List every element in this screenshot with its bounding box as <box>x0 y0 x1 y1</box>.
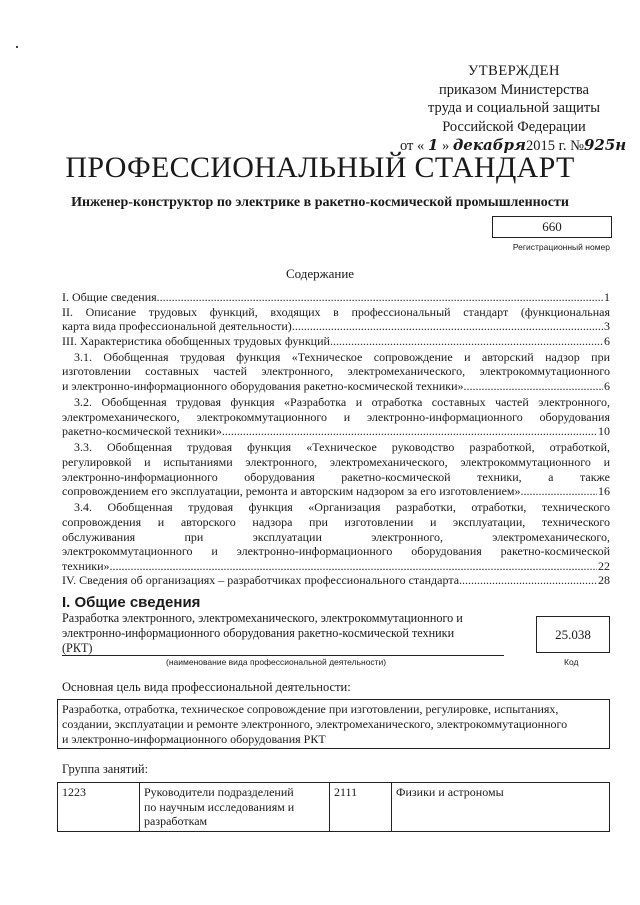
subtitle: Инженер-конструктор по электрике в ракетно-космической промышленности <box>71 195 569 210</box>
toc-entry-text: 3.2. Обобщенная трудовая функция «Разработка и отработка составных частей электронного, <box>74 395 610 410</box>
group-code-cell: 2111 <box>330 783 392 832</box>
toc-entry-text: техники» <box>62 558 110 573</box>
approval-block <box>398 62 630 156</box>
group-name-line: Физики и астрономы <box>396 785 504 799</box>
toc-entry-text: 3.1. Обобщенная трудовая функция «Техническое сопровождение и авторский надзор при <box>74 349 610 364</box>
toc-entry-text: карта вида профессиональной деятельности) <box>62 319 292 334</box>
toc-leader <box>110 559 597 574</box>
group-name-cell <box>140 783 330 832</box>
toc-entry-text: сопровождения и авторского надзора при изготовлении и эксплуатации, технического <box>62 514 610 529</box>
toc-page: 10 <box>598 424 610 439</box>
goal-label: Основная цель вида профессиональной деятельности: <box>62 680 351 694</box>
table-of-contents <box>62 290 610 588</box>
goal-line: и электронно-информационного оборудования РКТ <box>62 732 326 747</box>
goal-box <box>57 699 610 749</box>
toc-entry-text: и электронно-информационного оборудования ракетно-космической техники» <box>62 379 464 394</box>
date-mid: » <box>441 138 450 154</box>
toc-page: 3 <box>604 319 610 334</box>
toc-entry-text: IV. Сведения об организациях – разработчиках профессионального стандарта <box>62 573 460 588</box>
main-title: ПРОФЕССИОНАЛЬНЫЙ СТАНДАРТ <box>65 151 575 184</box>
toc-page: 22 <box>598 558 610 573</box>
section-heading: I. Общие сведения <box>62 594 201 611</box>
toc-entry-text: I. Общие сведения <box>62 290 157 304</box>
activity-caption: (наименование вида профессиональной деятельности) <box>166 657 387 667</box>
toc-entry-text: ракетно-космической техники» <box>62 424 222 439</box>
toc-leader <box>521 484 597 499</box>
toc-page: 16 <box>598 484 610 499</box>
approval-line-3: Российской Федерации <box>442 118 586 135</box>
toc-entry-3-4[interactable] <box>62 500 610 573</box>
group-name-line: по научным исследованиям и <box>144 799 295 814</box>
goal-line: создании, эксплуатации и ремонте электронного, электромеханического, электрокоммутационного <box>62 717 568 732</box>
toc-entry-text: сопровождением его эксплуатации, ремонта и авторским надзором за его изготовлением» <box>62 484 521 499</box>
toc-entry-text: электромеханического, электрокоммутационного и электронно-информационного оборудования <box>62 409 610 424</box>
toc-page: 6 <box>604 379 610 394</box>
toc-page: 1 <box>604 290 610 304</box>
date-day: 1 <box>427 136 439 154</box>
toc-entry-text: электрокоммутационного и электронно-информационного оборудования ракетно-космической <box>62 544 610 559</box>
toc-entry-4[interactable] <box>62 573 610 588</box>
group-label: Группа занятий: <box>62 762 149 776</box>
toc-entry-text: III. Характеристика обобщенных трудовых функций <box>62 333 330 348</box>
toc-entry-2[interactable] <box>62 305 610 334</box>
registration-number-box: 660 <box>492 216 612 238</box>
toc-page: 28 <box>598 573 610 588</box>
scan-speck <box>16 46 18 48</box>
activity-code-box: 25.038 <box>536 616 610 653</box>
approval-line-2: труда и социальной защиты <box>428 100 600 116</box>
activity-line: (РКТ) <box>62 641 93 655</box>
activity-line: электронно-информационного оборудования ракетно-космической техники <box>62 626 455 640</box>
registration-caption: Регистрационный номер <box>512 242 610 252</box>
activity-underline <box>62 655 504 656</box>
toc-entry-text: II. Описание трудовых функций, входящих в профессиональный стандарт (функциональная <box>62 304 610 319</box>
date-month: декабря <box>452 136 526 154</box>
toc-entry-text: электронно-информационного оборудования ракетно-космической техники, а также <box>62 469 610 484</box>
toc-entry-3[interactable] <box>62 334 610 349</box>
toc-entry-3-2[interactable] <box>62 395 610 439</box>
date-year: 2015 г. № <box>525 138 584 154</box>
toc-entry-text: изготовлении составных частей электронного, электромеханического, электрокоммутационного <box>62 364 610 379</box>
toc-leader <box>222 424 597 439</box>
toc-title: Содержание <box>285 266 355 281</box>
toc-entry-1[interactable] <box>62 290 610 305</box>
code-caption: Код <box>564 657 579 667</box>
group-name-line: Руководители подразделений <box>144 785 294 799</box>
toc-entry-text: регулировкой и испытаниями электронного, электромеханического, электрокоммутационного и <box>62 455 610 470</box>
toc-leader <box>292 319 603 334</box>
table-row <box>58 783 610 832</box>
toc-entry-3-3[interactable] <box>62 440 610 498</box>
date-prefix: от « <box>400 138 425 154</box>
activity-name <box>62 611 502 656</box>
toc-entry-text: 3.4. Обобщенная трудовая функция «Организация разработки, отработки, технического <box>74 500 610 515</box>
group-name-line: разработкам <box>144 814 208 829</box>
toc-entry-text: 3.3. Обобщенная трудовая функция «Техническое руководство разработкой, отработкой, <box>74 440 610 455</box>
toc-leader <box>330 334 603 349</box>
toc-leader <box>459 573 597 588</box>
group-name-cell <box>392 783 610 832</box>
activity-line: Разработка электронного, электромеханического, электрокоммутационного и <box>62 611 463 625</box>
occupation-group-table <box>57 782 610 832</box>
approval-line-1: приказом Министерства <box>439 81 589 98</box>
toc-leader <box>464 379 604 394</box>
approval-title: УТВЕРЖДЕН <box>468 63 560 79</box>
toc-leader <box>157 290 603 305</box>
group-code-cell: 1223 <box>58 783 140 832</box>
toc-page: 6 <box>604 333 610 348</box>
goal-line: Разработка, отработка, техническое сопровождение при изготовлении, регулировке, испытаниях, <box>62 702 559 716</box>
order-number: 925н <box>583 136 627 154</box>
toc-entry-3-1[interactable] <box>62 350 610 394</box>
toc-entry-text: обслуживания при эксплуатации электронного, электромеханического, <box>62 529 610 544</box>
